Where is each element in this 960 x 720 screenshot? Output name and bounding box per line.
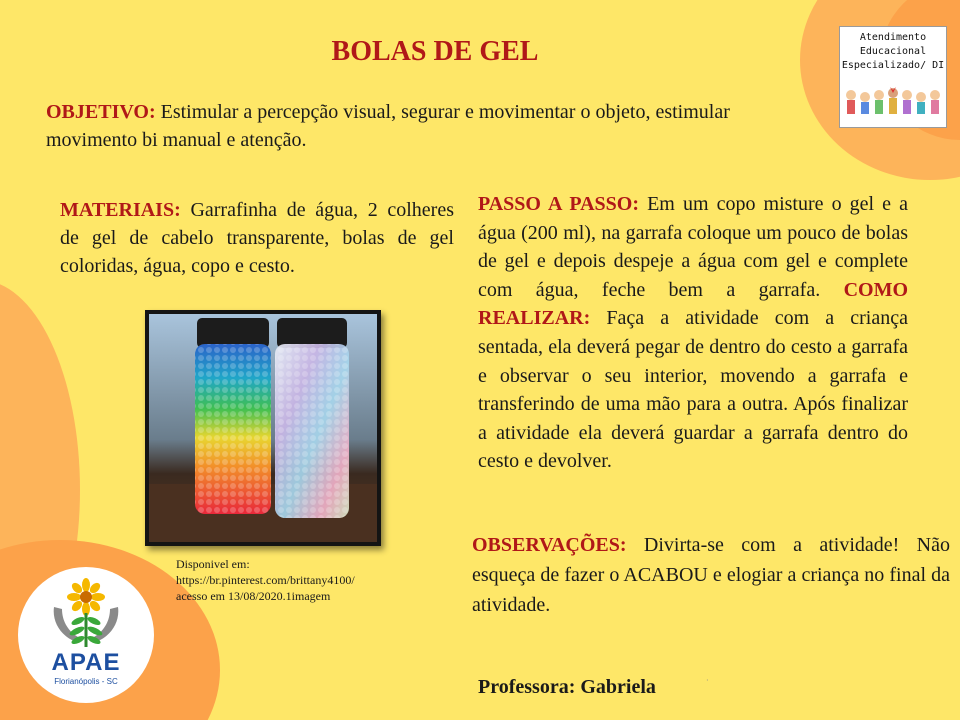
observations-label: OBSERVAÇÕES:	[472, 534, 627, 556]
badge-line-3: Especializado/ DI	[841, 60, 945, 71]
materials-label: MATERIAIS:	[60, 199, 181, 221]
apae-logo	[18, 567, 154, 703]
steps-text: Em um copo misture o gel e a água (200 ml), na garrafa coloque um pouco de bolas de gel e depois despeje a água com gel e complete com água, feche bem a garrafa.	[478, 193, 909, 301]
steps-label: PASSO A PASSO:	[478, 193, 640, 215]
children-drawing-icon	[843, 87, 943, 125]
materials-text: Garrafinha de água, 2 colheres de gel de cabelo transparente, bolas de gel coloridas, água, copo e cesto.	[60, 199, 454, 277]
page-title: BOLAS DE GEL	[331, 36, 539, 67]
badge-line-1: Atendimento	[859, 32, 927, 43]
how-to-label: COMO REALIZAR:	[478, 278, 908, 330]
logo-city: Florianópolis - SC	[54, 677, 118, 686]
badge-line-2: Educacional	[859, 46, 927, 57]
objective-label: OBJETIVO:	[46, 101, 156, 123]
observations-text: Divirta-se com a atividade! Não esqueça de fazer o ACABOU e elogiar a criança no final da atividade.	[472, 534, 950, 616]
aee-badge	[839, 26, 947, 128]
sunflower-hands-icon	[48, 577, 124, 651]
caption-line-available: Disponivel em:	[176, 557, 250, 571]
stray-mark: ·	[706, 676, 709, 685]
gel-bottles-photo	[145, 310, 381, 546]
caption-line-access: acesso em 13/08/2020.1imagem	[176, 589, 331, 603]
logo-name: APAE	[51, 649, 121, 676]
observations-paragraph	[472, 530, 950, 620]
image-caption	[176, 556, 416, 604]
how-to-text: Faça a atividade com a criança sentada, ela deverá pegar de dentro do cesto a garrafa e observar o seu interior, movendo a garrafa e transferindo de uma mão para a outra. Após finalizar a atividade ela deverá guardar a garrafa dentro do cesto e devolver.	[478, 307, 908, 473]
teacher-name: Professora: Gabriela	[478, 676, 656, 698]
materials-paragraph	[60, 196, 454, 280]
steps-paragraph	[478, 190, 908, 476]
caption-line-url: https://br.pinterest.com/brittany4100/	[176, 573, 355, 587]
bottles-illustration	[149, 314, 377, 542]
badge-text	[840, 31, 946, 73]
objective-paragraph	[46, 98, 806, 154]
objective-text: Estimular a percepção visual, segurar e movimentar o objeto, estimular movimento bi manual e atenção.	[46, 101, 730, 151]
